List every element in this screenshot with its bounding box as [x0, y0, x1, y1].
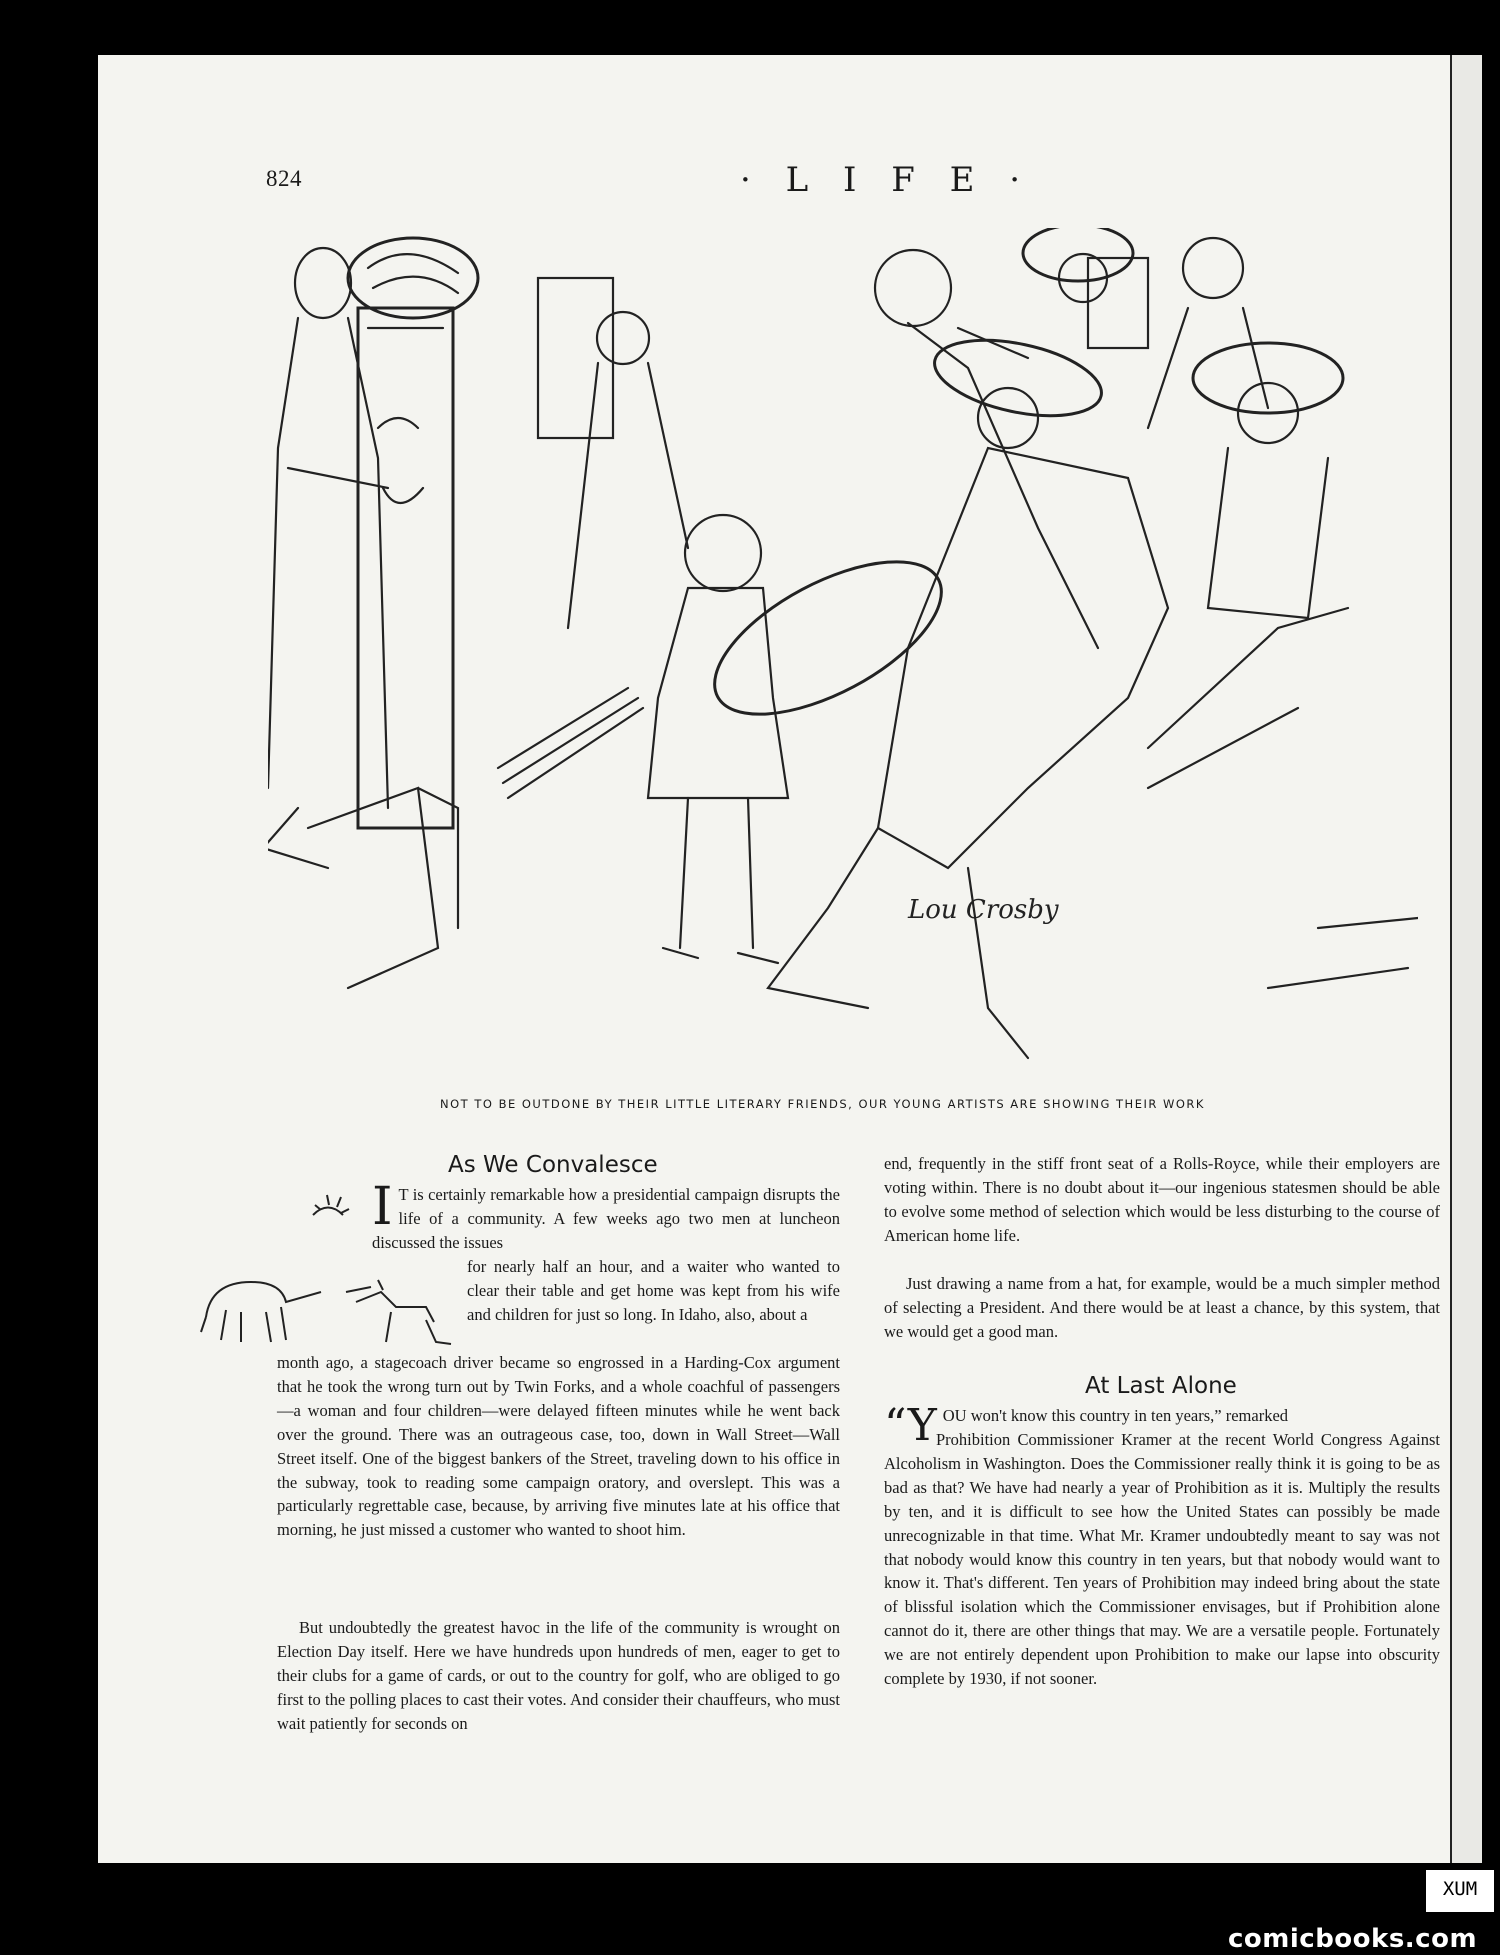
page-number: 824	[266, 166, 302, 191]
illustration-caption: NOT TO BE OUTDONE BY THEIR LITTLE LITERARY FRIENDS, OUR YOUNG ARTISTS ARE SHOWING THEIR WORK	[440, 1097, 1205, 1111]
article2-paragraph-1a: OU won't know this country in ten years,” remarked	[942, 1406, 1289, 1425]
article1-paragraph-1b: for nearly half an hour, and a waiter who wanted to clear their table and get home was kept from his wife and children for just so long. In Idaho, also, about a	[467, 1257, 840, 1324]
article-title-as-we-convalesce: As We Convalesce	[448, 1152, 658, 1178]
next-page-edge	[1450, 55, 1482, 1863]
article1-paragraph-1a: T is certainly remarkable how a presidential campaign disrupts the life of a community. A few weeks ago two men at luncheon discussed the issues	[372, 1185, 840, 1252]
article1-paragraph-1c: month ago, a stagecoach driver became so engrossed in a Harding-Cox argument that he took the wrong turn out by Twin Forks, and a whole coachful of passengers—a woman and four children—were delayed fifteen minutes while he went back over the ground. There was an outrageous case, too, down in Wall Street—Wall Street itself. One of the biggest bankers of the Street, traveling down to his office in the subway, took to reading some campaign oratory, and overslept. This was a particularly regrettable case, because, by arriving five minutes late at his office that morning, he just missed a customer who wanted to shoot him.	[277, 1353, 840, 1540]
magazine-title: · L I F E ·	[740, 160, 1033, 200]
article2-dropcap: “Y	[884, 1400, 937, 1451]
article1-dropcap: I	[372, 1177, 393, 1237]
scan-badge: XUM	[1426, 1870, 1494, 1912]
article2-paragraph-1b: Prohibition Commissioner Kramer at the recent World Congress Against Alcoholism in Washington. Does the Commissioner really think it is going to be as bad as that? We have had nearly a year of Prohibition as it is. Multiply the results by ten, and it is difficult to see how the United States can possibly be made unrecognizable in that time. What Mr. Kramer undoubtedly meant to say was not that nobody would know this country in ten years, but that nobody would want to know it. That's different. Ten years of Prohibition may indeed bring about the state of blissful isolation which the Commissioner envisages, but if Prohibition alone cannot do it, there are other things that may. We are a versatile people. Fortunately we are not entirely dependent upon Prohibition to make our lapse into obscurity complete by 1930, if not sooner.	[884, 1430, 1440, 1689]
article1-paragraph-4: Just drawing a name from a hat, for example, would be a much simpler method of selecting a President. And there would be at least a chance, by this system, that we would get a good man.	[884, 1274, 1440, 1341]
article1-paragraph-2: But undoubtedly the greatest havoc in the life of the community is wrought on Election Day itself. Here we have hundreds upon hundreds of men, eager to get to their clubs for a game of cards, or out to the country for golf, who are obliged to go first to the polling places to cast their votes. And consider their chauffeurs, who must wait patiently for seconds on	[277, 1618, 840, 1733]
article1-paragraph-3: end, frequently in the stiff front seat of a Rolls-Royce, while their employers are voting within. There is no doubt about it—our ingenious statesmen should be able to evolve some method of selection which would be less disturbing to the course of American home life.	[884, 1154, 1440, 1245]
article1-intro	[372, 1177, 840, 1255]
cartoon-illustration	[268, 228, 1418, 1083]
article-title-at-last-alone: At Last Alone	[1085, 1373, 1237, 1399]
site-watermark: comicbooks.com	[1228, 1924, 1478, 1954]
elephant-donkey-vignette-icon	[196, 1262, 456, 1347]
artist-signature: Lou Crosby	[908, 895, 1059, 925]
sun-vignette-icon	[305, 1185, 353, 1225]
